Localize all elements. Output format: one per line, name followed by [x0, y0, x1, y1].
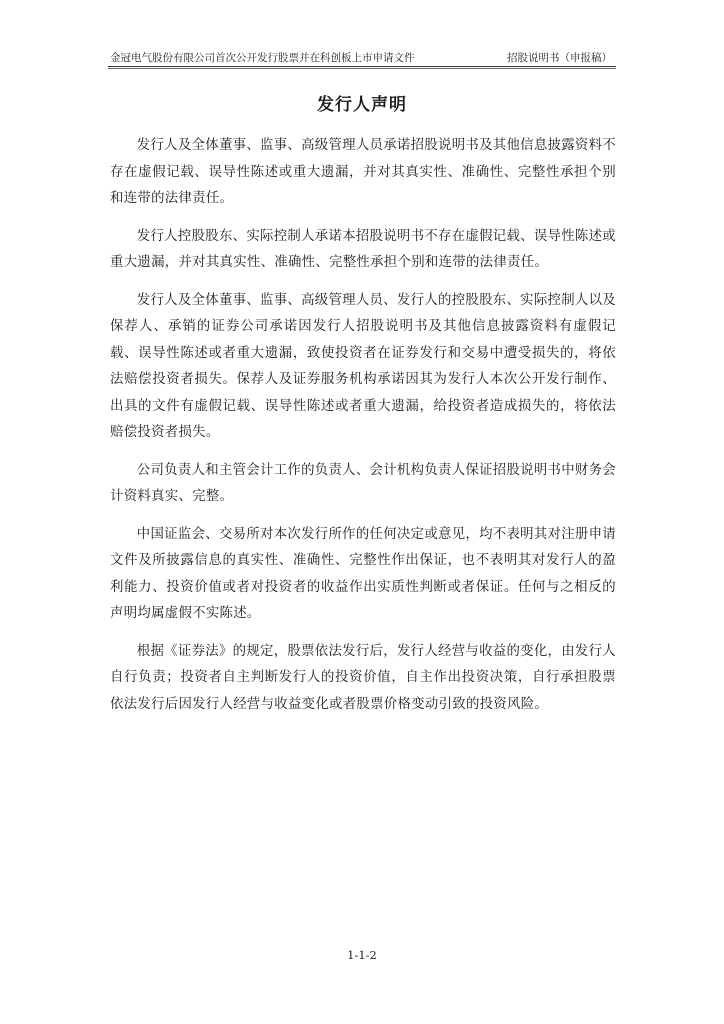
header-document-name: 金冠电气股份有限公司首次公开发行股票并在科创板上市申请文件 [110, 52, 415, 64]
paragraph-4: 公司负责人和主管会计工作的负责人、会计机构负责人保证招股说明书中财务会计资料真实、完整。 [110, 462, 616, 504]
paragraph-1: 发行人及全体董事、监事、高级管理人员承诺招股说明书及其他信息披露资料不存在虚假记载、误导性陈述或重大遗漏，并对其真实性、准确性、完整性承担个别和连带的法律责任。 [110, 138, 616, 206]
paragraph-5: 中国证监会、交易所对本次发行所作的任何决定或意见，均不表明其对注册申请文件及所披露信息的真实性、准确性、完整性作出保证，也不表明其对发行人的盈利能力、投资价值或者对投资者的收益作出实质性判断或者保证。任何与之相反的声明均属虚假不实陈述。 [110, 526, 616, 621]
header-document-type: 招股说明书（申报稿） [507, 52, 612, 64]
paragraph-6: 根据《证券法》的规定，股票依法发行后，发行人经营与收益的变化，由发行人自行负责；投资者自主判断发行人的投资价值，自主作出投资决策，自行承担股票依法发行后因发行人经营与收益变化或者股票价格变动引致的投资风险。 [110, 643, 616, 712]
page-header [108, 50, 616, 66]
paragraph-2: 发行人控股股东、实际控制人承诺本招股说明书不存在虚假记载、误导性陈述或重大遗漏，并对其真实性、准确性、完整性承担个别和连带的法律责任。 [110, 228, 616, 270]
page-title: 发行人声明 [317, 95, 407, 115]
declaration-body [110, 133, 616, 729]
header-divider [108, 66, 616, 67]
paragraph-3: 发行人及全体董事、监事、高级管理人员、发行人的控股股东、实际控制人以及保荐人、承销的证券公司承诺因发行人招股说明书及其他信息披露资料有虚假记载、误导性陈述或者重大遗漏，致使投资者在证券发行和交易中遭受损失的，将依法赔偿投资者损失。保荐人及证券服务机构承诺因其为发行人本次公开发行制作、出具的文件有虚假记载、误导性陈述或者重大遗漏，给投资者造成损失的，将依法赔偿投资者损失。 [110, 292, 616, 440]
page-number: 1-1-2 [347, 948, 377, 962]
header-divider-thin [108, 68, 616, 69]
